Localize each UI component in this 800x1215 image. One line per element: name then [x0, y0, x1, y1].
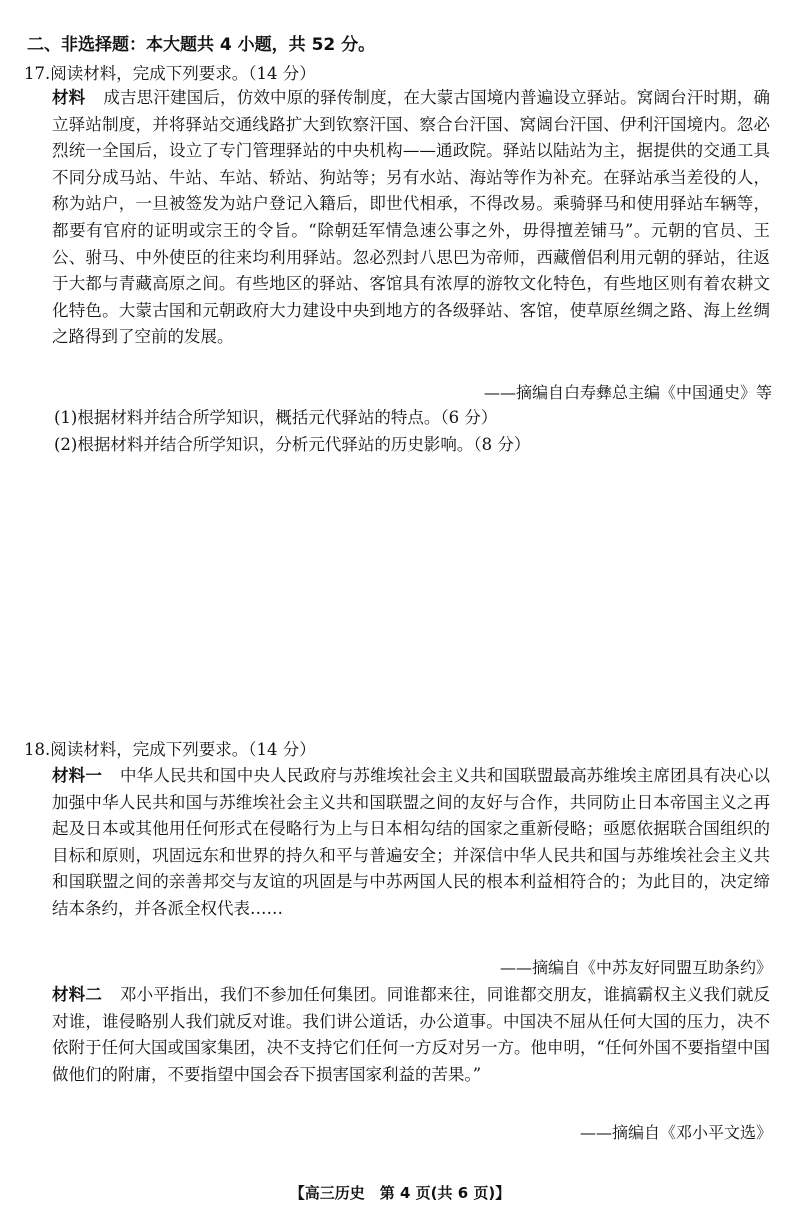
q18-material-1 — [52, 763, 770, 923]
q17-material-label: 材料 — [52, 88, 86, 107]
q17-source: ——摘编自白寿彝总主编《中国通史》等 — [483, 383, 772, 402]
q17-material-text: 成吉思汗建国后，仿效中原的驿传制度，在大蒙古国境内普遍设立驿站。窝阔台汗时期，确立驿站制度，并将驿站交通线路扩大到钦察汗国、察合台汗国、窝阔台汗国、伊利汗国境内。忽必烈统一全国后，设立了专门管理驿站的中央机构——通政院。驿站以陆站为主，据提供的交通工具不同分成马站、牛站、车站、轿站、狗站等；另有水站、海站等作为补充。在驿站承当差役的人，称为站户，一旦被签发为站户登记入籍后，即世代相承，不得改易。乘骑驿马和使用驿站车辆等，都要有官府的证明或宗王的令旨。“除朝廷军情急速公事之外，毋得擅差铺马”。元朝的官员、王公、驸马、中外使臣的往来均利用驿站。忽必烈封八思巴为帝师，西藏僧侣利用元朝的驿站，往返于大都与青藏高原之间。有些地区的驿站、客馆具有浓厚的游牧文化特色，有些地区则有着农耕文化特色。大蒙古国和元朝政府大力建设中央到地方的各级驿站、客馆，使草原丝绸之路、海上丝绸之路得到了空前的发展。 — [52, 88, 771, 347]
page-footer: 【高三历史 第 4 页(共 6 页)】 — [289, 1184, 511, 1202]
q18-material-2-label: 材料二 — [52, 985, 103, 1004]
q17-header: 17.阅读材料，完成下列要求。（14 分） — [24, 64, 316, 83]
q17-material — [52, 85, 770, 351]
q18-material-1-text: 中华人民共和国中央人民政府与苏维埃社会主义共和国联盟最高苏维埃主席团具有决心以加强中华人民共和国与苏维埃社会主义共和国联盟之间的友好与合作，共同防止日本帝国主义之再起及日本或其他用任何形式在侵略行为上与日本相勾结的国家之重新侵略；亟愿依据联合国组织的目标和原则，巩固远东和世界的持久和平与普遍安全；并深信中华人民共和国与苏维埃社会主义共和国联盟之间的亲善邦交与友谊的巩固是与中苏两国人民的根本利益相符合的；为此目的，决定缔结本条约，并各派全权代表…… — [52, 766, 771, 918]
q17-subquestion-1: (1)根据材料并结合所学知识，概括元代驿站的特点。（6 分） — [54, 408, 498, 427]
q18-header: 18.阅读材料，完成下列要求。（14 分） — [24, 740, 316, 759]
q18-material-1-label: 材料一 — [52, 766, 103, 785]
q18-material-2 — [52, 982, 770, 1088]
q18-material-2-text: 邓小平指出，我们不参加任何集团。同谁都来往，同谁都交朋友，谁搞霸权主义我们就反对谁，谁侵略别人我们就反对谁。我们讲公道话，办公道事。中国决不屈从任何大国的压力，决不依附于任何大国或国家集团，决不支持它们任何一方反对另一方。他申明，“任何外国不要指望中国做他们的附庸，不要指望中国会吞下损害国家利益的苦果。” — [52, 985, 771, 1084]
q18-material-1-source: ——摘编自《中苏友好同盟互助条约》 — [499, 958, 772, 977]
q18-material-2-source: ——摘编自《邓小平文选》 — [579, 1123, 772, 1142]
section-title: 二、非选择题：本大题共 4 小题，共 52 分。 — [27, 35, 376, 55]
q17-subquestion-2: (2)根据材料并结合所学知识，分析元代驿站的历史影响。（8 分） — [54, 435, 531, 454]
